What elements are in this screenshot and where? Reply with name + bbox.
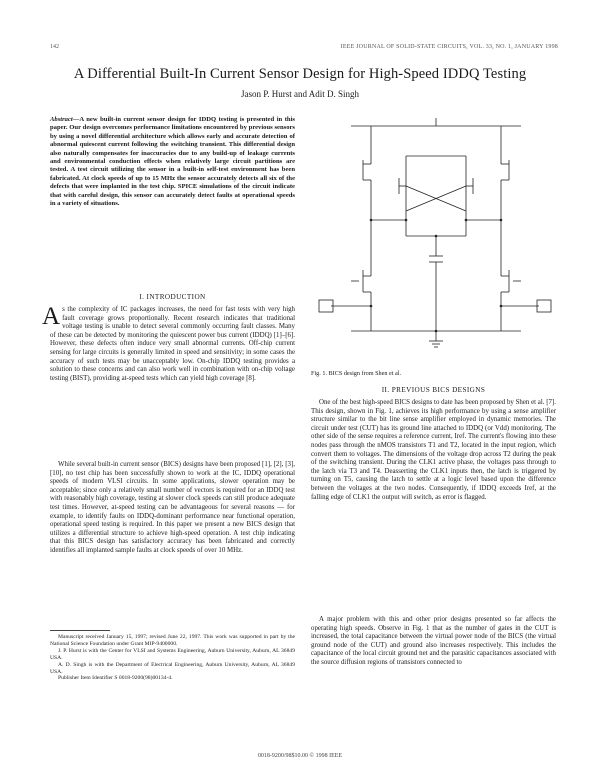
footnote-author-2: A. D. Singh is with the Department of Electrical Engineering, Auburn University, Auburn, AL 36849 USA. (50, 661, 295, 675)
journal-header: IEEE JOURNAL OF SOLID-STATE CIRCUITS, VOL. 33, NO. 1, JANUARY 1998 (340, 44, 558, 50)
abstract-lead: Abstract— (50, 116, 80, 123)
section2-paragraph-1: One of the best high-speed BICS designs to date has been proposed by Shen et al. [7]. This design, shown in Fig. 1, achieves its high performance by using a sense amplifier structure similar to the bit line sense amplifier employed in dynamic memories. The circuit under test (CUT) has its ground line attached to IDDQ (or Vdd) monitoring. The other side of the sense requires a reference current, Iref. The current's flowing into these nodes pass through the nMOS transistors T1 and T2, located in the input region, which convert them to voltages. The dimensions of the voltage drop across T2 during the peak of the switching transient. During the CLK1 active phase, the voltages pass through to the latch via T3 and T4. Deasserting the CLK1 inputs then, the latch is triggered by turning on T5, causing the latch to settle at a logic level based upon the difference between the voltages at the two nodes. Consequently, if IDDQ exceeds Iref, at the falling edge of CLK1 the output will switch, as error is flagged. (311, 399, 556, 501)
section2-paragraph-2: A major problem with this and other prior designs presented so far affects the operating high speeds. Observe in Fig. 1 that as the number of gates in the CUT is increased, the total capacitance between the virtual power node of the BICS (the virtual ground node of the CUT) and ground also increases respectively. This includes the capacitance of the local circuit ground net and the parasitic capacitances associated with the source diffusion regions of transistors connected to (311, 616, 556, 666)
footnote-publisher-id: Publisher Item Identifier S 0018-9200(98)00134-4. (58, 675, 173, 682)
footnote-rule (50, 630, 110, 631)
intro-paragraph-2: While several built-in current sensor (BICS) designs have been proposed [1], [2], [3], [10], no test chip has been successfully shown to work at the IC, IDDQ operational speeds of modern VLSI circuits. In some applications, slower operation may be acceptable; since only a relatively small number of vectors is required for an IDDQ test with reasonably high coverage, testing at slower clock speeds can still produce adequate test times. However, at-speed testing can be advantageous for several reasons — for example, to identify faults on IDDQ-dominant performance near functional operation, operational speed testing is required. In this paper we present a new BICS design that utilizes a differential structure to achieve high-speed operation. A test chip indicating that this BICS design has satisfactory accuracy has been fabricated and correctly identifies all implanted sample faults at clock speeds of over 10 MHz. (50, 461, 295, 554)
left-column (42, 116, 295, 682)
footnote-manuscript: Manuscript received January 15, 1997; revised June 22, 1997. This work was supported in part by the National Science Foundation under Grant MIP-9400000. (50, 634, 295, 647)
figure-caption: Fig. 1. BICS design from Shen et al. (311, 370, 402, 377)
intro-heading: I. INTRODUCTION (139, 293, 206, 301)
abstract-text: A new built-in current sensor design for IDDQ testing is presented in this paper. Our design overcomes performance limitations encountered by previous sensors by using a novel differential architecture which allows early and accurate detection of abnormal quiescent current following the switching transient. This differential design also naturally compensates for inaccuracies due to any build-up of leakage currents and environmental conduction effects when relatively large circuit partitions are tested. A test circuit utilizing the sensor in a built-in self-test environment has been fabricated. At clock speeds of up to 15 MHz the sensor accurately detects all six of the defects that were implanted in the test chip. SPICE simulations of the circuit indicate that with careful design, this sensor can accurately detect faults at operational speeds in a variety of situations. (50, 116, 295, 208)
paper-title: A Differential Built-In Current Sensor Design for High-Speed IDDQ Testing (73, 66, 527, 82)
intro-paragraph-1 (42, 303, 295, 383)
page-footer: 0018-9200/98$10.00 © 1998 IEEE (257, 753, 343, 759)
page-number: 142 (50, 44, 59, 50)
footnotes (50, 634, 295, 682)
abstract (50, 116, 295, 208)
intro-paragraph-1-text: s the complexity of IC packages increases, the need for fast tests with very high fault coverage grows proportionally. Recent research indicates that traditional voltage testing is unable to detect several commonly occurring fault classes. Many of these can be detected by monitoring the quiescent power bus current (IDDQ) [1]–[6]. However, these defects often induce very small abnormal currents. Off-chip current sensing for large circuits is generally limited in speed and sensitivity; in some cases the accuracy of such tests may be unacceptably low. On-chip IDDQ testing provides a solution to these concerns and can also work well in combination with on-chip voltage testing (BIST), providing at-speed tests which can yield high coverage [8]. (50, 306, 295, 382)
drop-cap: A (42, 303, 61, 330)
bics-circuit-figure (311, 116, 556, 364)
section2-heading: II. PREVIOUS BICS DESIGNS (381, 386, 486, 394)
paper-authors: Jason P. Hurst and Adit D. Singh (240, 89, 359, 99)
footnote-author-1: J. P. Hurst is with the Center for VLSI and Systems Engineering, Auburn University, Auburn, AL 36849 USA. (50, 647, 295, 661)
